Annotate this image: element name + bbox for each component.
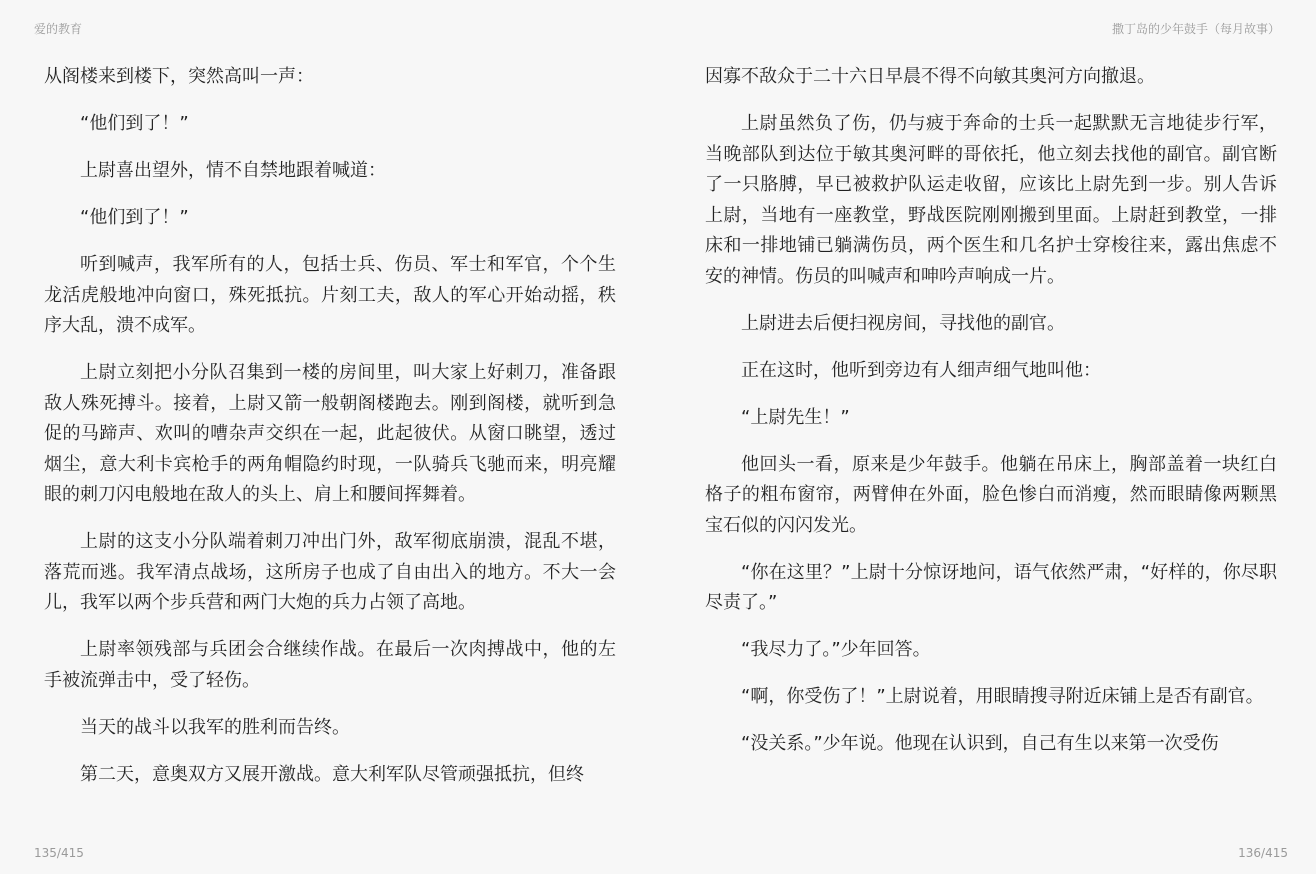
book-title: 爱的教育 <box>34 22 83 36</box>
paragraph: 因寡不敌众于二十六日早晨不得不向敏其奥河方向撤退。 <box>705 66 1155 87</box>
paragraph: 上尉虽然负了伤，仍与疲于奔命的士兵一起默默无言地徒步行军，当晚部队到达位于敏其奥河畔的哥依托，他立刻去找他的副官。副官断了一只胳膊，早已被救护队运走收留，应该比上尉先到一步。别人告诉上尉，当地有一座教堂，野战医院刚刚搬到里面。上尉赶到教堂，一排床和一排地铺已躺满伤员，两个医生和几名护士穿梭往来，露出焦虑不安的神情。伤员的叫喊声和呻吟声响成一片。 <box>705 113 1277 287</box>
paragraph: 从阁楼来到楼下，突然高叫一声： <box>44 66 314 87</box>
paragraph: 正在这时，他听到旁边有人细声细气地叫他： <box>741 359 1101 381</box>
paragraph: 上尉率领残部与兵团会合继续作战。在最后一次肉搏战中，他的左手被流弹击中，受了轻伤。 <box>44 639 616 691</box>
right-page-number: 136/415 <box>1238 846 1288 860</box>
paragraph: 听到喊声，我军所有的人，包括士兵、伤员、军士和军官，个个生龙活虎般地冲向窗口，殊死抵抗。片刻工夫，敌人的军心开始动摇，秩序大乱，溃不成军。 <box>44 254 616 336</box>
paragraph: 上尉立刻把小分队召集到一楼的房间里，叫大家上好刺刀，准备跟敌人殊死搏斗。接着，上尉又箭一般朝阁楼跑去。刚到阁楼，就听到急促的马蹄声、欢叫的嘈杂声交织在一起，此起彼伏。从窗口眺望，透过烟尘，意大利卡宾枪手的两角帽隐约时现，一队骑兵飞驰而来，明亮耀眼的刺刀闪电般地在敌人的头上、肩上和腰间挥舞着。 <box>44 362 616 505</box>
paragraph: “上尉先生！” <box>741 406 850 428</box>
paragraph: 他回头一看，原来是少年鼓手。他躺在吊床上，胸部盖着一块红白格子的粗布窗帘，两臂伸在外面，脸色惨白而消瘦，然而眼睛像两颗黑宝石似的闪闪发光。 <box>705 453 1277 536</box>
paragraph: “你在这里？”上尉十分惊讶地问，语气依然严肃，“好样的，你尽职尽责了。” <box>705 561 1277 613</box>
paragraph: “啊，你受伤了！”上尉说着，用眼睛搜寻附近床铺上是否有副官。 <box>741 686 1264 707</box>
right-page-text <box>705 62 1277 776</box>
paragraph: “他们到了！” <box>80 207 189 228</box>
paragraph: “我尽力了。”少年回答。 <box>741 639 931 660</box>
paragraph: 第二天，意奥双方又展开激战。意大利军队尽管顽强抵抗，但终 <box>80 763 584 785</box>
left-page-text <box>44 62 616 807</box>
paragraph: “他们到了！” <box>80 113 189 134</box>
chapter-title: 撒丁岛的少年鼓手（每月故事） <box>1111 22 1280 36</box>
paragraph: “没关系。”少年说。他现在认识到，自己有生以来第一次受伤 <box>741 733 1219 754</box>
paragraph: 当天的战斗以我军的胜利而告终。 <box>80 716 350 738</box>
paragraph: 上尉喜出望外，情不自禁地跟着喊道： <box>80 160 386 181</box>
paragraph: 上尉进去后便扫视房间，寻找他的副官。 <box>741 312 1065 334</box>
left-page-number: 135/415 <box>34 846 84 860</box>
paragraph: 上尉的这支小分队端着刺刀冲出门外，敌军彻底崩溃，混乱不堪，落荒而逃。我军清点战场，这所房子也成了自由出入的地方。不大一会儿，我军以两个步兵营和两门大炮的兵力占领了高地。 <box>44 531 616 613</box>
